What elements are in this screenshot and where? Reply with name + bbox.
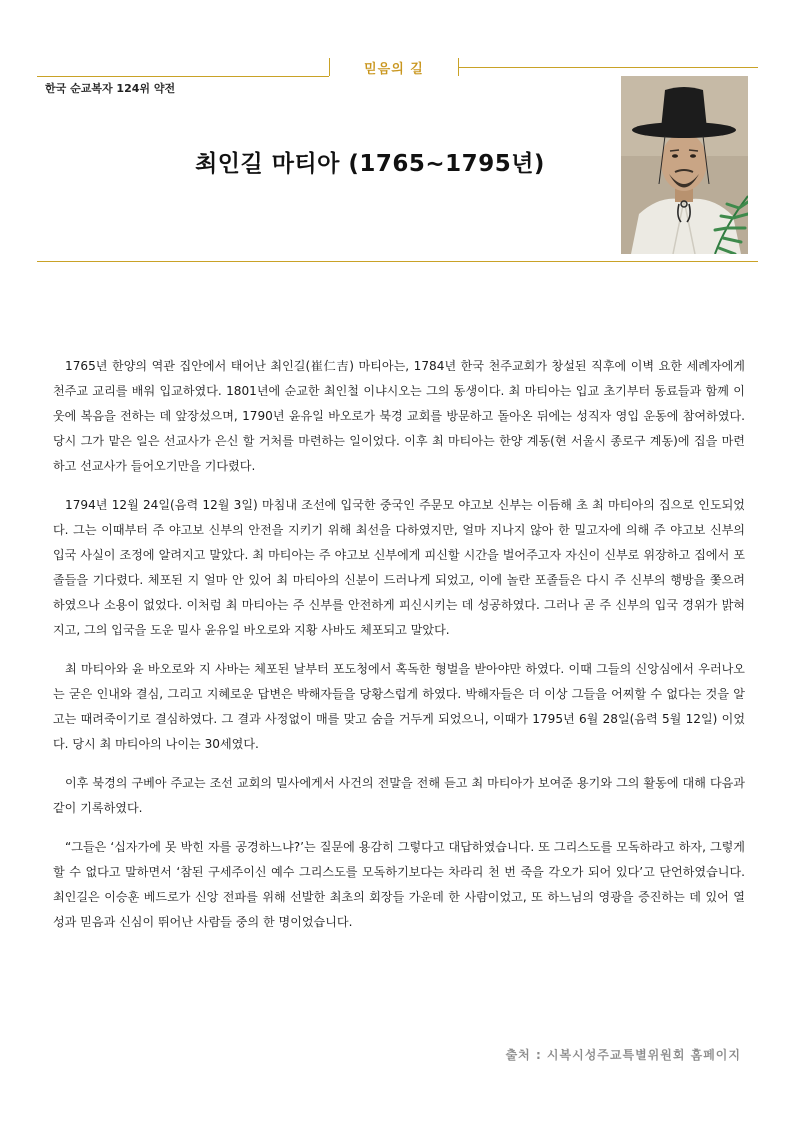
paragraph: 최 마티아와 윤 바오로와 지 사바는 체포된 날부터 포도청에서 혹독한 형벌을 받아야만 하였다. 이때 그들의 신앙심에서 우러나오는 굳은 인내와 결심, 그리고 지혜로운 답변은 박해자들을 당황스럽게 하였다. 박해자들은 더 이상 그들을 어찌할 수 없다는 것을 알고는 때려죽이기로 결심하였다. 그 결과 사정없이 매를 맞고 숨을 거두게 되었으니, 이때가 1795년 6월 28일(음력 5월 12일) 이었다. 당시 최 마티아의 나이는 30세였다. (53, 662, 745, 751)
paragraph: 1794년 12월 24일(음력 12월 3일) 마침내 조선에 입국한 중국인 주문모 야고보 신부는 이듬해 초 최 마티아의 집으로 인도되었다. 그는 이때부터 주 야고보 신부의 안전을 지키기 위해 최선을 다하였지만, 얼마 지나지 않아 한 밀고자에 의해 주 야고보 신부의 입국 사실이 조정에 알려지고 말았다. 최 마티아는 주 야고보 신부에게 피신할 시간을 벌어주고자 자신이 신부로 위장하고 집에서 포졸들을 기다렸다. 체포된 지 얼마 안 있어 최 마티아의 신분이 드러나게 되었고, 이에 놀란 포졸들은 다시 주 신부의 행방을 쫓으려 하였으나 소용이 없었다. 이처럼 최 마티아는 주 신부를 안전하게 피신시키는 데 성공하였다. 그러나 곧 주 신부의 입국 경위가 밝혀지고, 그의 입국을 도운 밀사 윤유일 바오로와 지황 사바도 체포되고 말았다. (53, 498, 745, 637)
paragraph: 이후 북경의 구베아 주교는 조선 교회의 밀사에게서 사건의 전말을 전해 듣고 최 마티아가 보여준 용기와 그의 활동에 대해 다음과 같이 기록하였다. (53, 776, 745, 815)
paragraph: “그들은 ‘십자가에 못 박힌 자를 공경하느냐?’는 질문에 용감히 그렇다고 대답하였습니다. 또 그리스도를 모독하라고 하자, 그렇게 할 수 없다고 말하면서 ‘참된 구세주이신 예수 그리스도를 모독하기보다는 차라리 천 번 죽을 각오가 되어 있다’고 단언하였습니다. 최인길은 이승훈 베드로가 신앙 전파를 위해 선발한 최초의 회장들 가운데 한 사람이었고, 또 하느님의 영광을 증진하는 데 있어 열성과 믿음과 신심이 뛰어난 사람들 중의 한 명이었습니다. (53, 840, 745, 929)
header-rule-left (37, 76, 329, 77)
source-note: 출처 : 시복시성주교특별위원회 홈페이지 (505, 1048, 741, 1062)
article-body (53, 354, 745, 949)
page-title: 최인길 마티아 (1765~1795년) (195, 151, 545, 177)
title-rule (37, 261, 758, 262)
portrait-image (621, 76, 748, 254)
section-label: 믿음의 길 (364, 62, 424, 77)
header-rule-right (458, 67, 758, 68)
martyr-portrait-icon (621, 76, 748, 254)
paragraph: 1765년 한양의 역관 집안에서 태어난 최인길(崔仁吉) 마티아는, 1784년 한국 천주교회가 창설된 직후에 이벽 요한 세례자에게 천주교 교리를 배워 입교하였다. 1801년에 순교한 최인철 이냐시오는 그의 동생이다. 최 마티아는 입교 초기부터 동료들과 함께 이웃에 복음을 전하는 데 앞장섰으며, 1790년 윤유일 바오로가 북경 교회를 방문하고 돌아온 뒤에는 성직자 영입 운동에 참여하였다. 당시 그가 맡은 일은 선교사가 은신 할 거처를 마련하는 일이었다. 이후 최 마티아는 한양 계동(현 서울시 종로구 계동)에 집을 마련하고 선교사가 들어오기만을 기다렸다. (53, 359, 745, 473)
series-label: 한국 순교복자 124위 약전 (45, 82, 176, 95)
